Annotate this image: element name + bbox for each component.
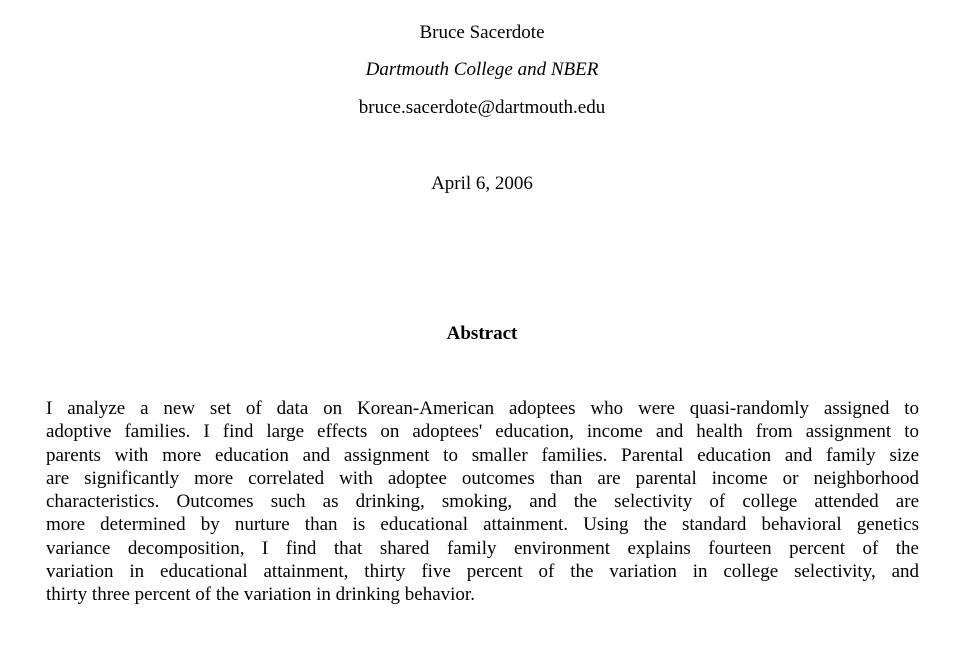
- abstract-line: are significantly more correlated with adoptee outcomes than are parental income or neighborhood: [46, 467, 919, 489]
- abstract-heading: Abstract: [446, 323, 518, 344]
- abstract-line: variation in educational attainment, thirty five percent of the variation in college selectivity, and: [46, 561, 919, 583]
- abstract-line: variance decomposition, I find that shared family environment explains fourteen percent of the: [46, 537, 919, 559]
- abstract-line: thirty three percent of the variation in drinking behavior.: [46, 584, 475, 606]
- abstract-line: I analyze a new set of data on Korean-American adoptees who were quasi-randomly assigned to: [46, 398, 919, 419]
- paper-date: April 6, 2006: [431, 173, 533, 194]
- author-affiliation: Dartmouth College and NBER: [365, 59, 599, 80]
- abstract-body: [46, 397, 919, 607]
- author-name: Bruce Sacerdote: [419, 22, 545, 43]
- abstract-line: characteristics. Outcomes such as drinking, smoking, and the selectivity of college attended are: [46, 491, 919, 513]
- abstract-line: adoptive families. I find large effects on adoptees' education, income and health from assignment to: [46, 421, 919, 443]
- abstract-line: parents with more education and assignment to smaller families. Parental education and family size: [46, 444, 919, 466]
- abstract-line: more determined by nurture than is educational attainment. Using the standard behavioral genetics: [46, 514, 919, 536]
- author-email: bruce.sacerdote@dartmouth.edu: [358, 97, 606, 118]
